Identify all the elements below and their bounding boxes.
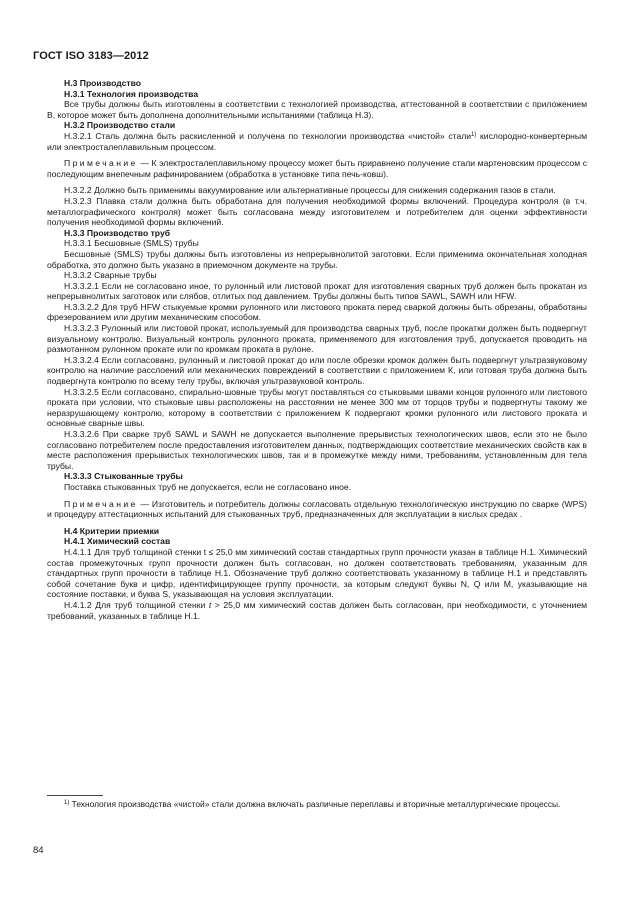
note-1 <box>47 158 587 179</box>
paragraph-h3324: Н.3.3.2.4 Если согласовано, рулонный и листовой прокат до или после обрезки кромок должен быть подвергнут ультразвуковому контролю на наличие расслоений или механических повреждений в соответствии с приложением К, или готовая труба должна быть подвергнута контролю по всему телу трубы, включая ультразвуковой контроль. <box>47 354 587 387</box>
note-2-text: — Изготовитель и потребитель должны согласовать отдельную технологическую инструкцию по сварке (WPS) и процедуру аттестационных испытаний для стыкованных труб, предназначенных для эксплуатации в кислых средах . <box>47 498 587 520</box>
paragraph-h321-text: Н.3.2.1 Сталь должна быть раскисленной и получена по технологии производства «чистой» стали <box>64 130 472 141</box>
paragraph-h3325: Н.3.3.2.5 Если согласовано, спирально-шовные трубы могут поставляться со стыковыми швами концов рулонного или листового проката при условии, что стыковые швы расположены на расстоянии не менее 300 мм от торцов трубы и подвергнуты такому же неразрушающему контролю, которому в соответствии с приложением К подвергают кромки рулонного или листового проката и основные сварные швы. <box>47 386 587 429</box>
section-heading-h333: Н.3.3.3 Стыкованные трубы <box>64 471 183 482</box>
section-heading-h33: Н.3.3 Производство труб <box>64 227 171 238</box>
footnote-body: Технология производства «чистой» стали должна включать различные переплавы и вторичные металлургические процессы. <box>69 799 561 809</box>
paragraph-h412-text-cont: > 25,0 мм химический состав должен быть согласован, при необходимости, с уточнением требований, указанных в таблице Н.1. <box>47 599 588 621</box>
paragraph-h3321: Н.3.3.2.1 Если не согласовано иное, то рулонный или листовой прокат для изготовления сварных труб должен быть прокатан из непрерывнолитых заготовок или слябов, отлитых под давлением. Трубы должны быть типов SAWL, SAWH или HFW. <box>47 280 587 302</box>
section-heading-h332: Н.3.3.2 Сварные трубы <box>64 270 157 281</box>
footnote-divider <box>47 795 103 796</box>
section-heading-h3: Н.3 Производство <box>64 78 142 88</box>
paragraph-h3326: Н.3.3.2.6 При сварке труб SAWL и SAWH не допускается выполнение прерывистых технологических швов, если это не было согласовано потребителем после предоставления изготовителем данных, подтверждающих соответствие механических свойств как в месте расположения прерывистых технологических швов, так и в промежутке между ними, требованиям, установленным для тела трубы. <box>47 429 587 471</box>
page-body <box>47 78 587 621</box>
paragraph-h3323: Н.3.3.2.3 Рулонный или листовой прокат, используемый для производства сварных труб, после прокатки должен быть подвергнут визуальному контролю. Визуальный контроль рулонного проката, применяемого для изготовления труб, допускается проводить на размотанном рулонном прокате или по кромкам проката в рулоне. <box>47 323 587 355</box>
note-2 <box>47 499 587 520</box>
footnote <box>47 799 587 809</box>
paragraph-h333: Поставка стыкованных труб не допускается, если не согласовано иное. <box>64 481 352 492</box>
paragraph-h412 <box>47 600 587 621</box>
section-heading-h331: Н.3.3.1 Бесшовные (SMLS) трубы <box>64 238 199 249</box>
footnote-text <box>47 799 587 809</box>
thickness-symbol: t <box>208 599 212 610</box>
section-heading-h32: Н.3.2 Производство стали <box>64 120 176 131</box>
paragraph-h321 <box>47 131 587 152</box>
paragraph-h3322: Н.3.3.2.2 Для труб HFW стыкуемые кромки рулонного или листового проката перед сваркой должны быть обрезаны, обработаны фрезерованием или другим механическим способом. <box>47 301 587 323</box>
section-heading-h31: Н.3.1 Технология производства <box>64 88 199 99</box>
paragraph-h331: Бесшовные (SMLS) трубы должны быть изготовлены из непрерывнолитой заготовки. Если применима окончательная холодная обработка, это должно быть указано в приемочном документе на трубы. <box>47 248 587 270</box>
paragraph-h322: Н.3.2.2 Должно быть применимы вакуумирование или альтернативные процессы для снижения содержания газов в стали. <box>64 185 556 196</box>
paragraph-h411: Н.4.1.1 Для труб толщиной стенки t ≤ 25,0 мм химический состав стандартных групп прочности указан в таблице Н.1. Химический состав промежуточных групп прочности должен быть согласован, но должен соответствовать требованиям, указанным для стандартных групп прочности в таблице Н.1. Обозначение труб должно соответствовать указанному в таблице Н.1 и представлять собой сочетание букв и цифр, идентифицирующее группу прочности, за которым следуют буквы N, Q или M, указывающие на состояние поставки, и буква S, указывающая на условия эксплуатации. <box>47 546 587 600</box>
section-heading-h4: Н.4 Критерии приемки <box>64 525 160 536</box>
page-number: 84 <box>33 845 44 856</box>
paragraph-h321-text-cont: кислородно-конвертерным или электросталеплавильным процессом. <box>47 130 587 152</box>
paragraph-h323: Н.3.2.3 Плавка стали должна быть обработана для получения необходимой формы включений. Процедура контроля (в т.ч. металлографического контроля) может быть согласована между изготовителем и потребителем для оценки эффективности получения необходимой формы включений. <box>47 195 587 228</box>
note-2-label: Примечание <box>64 498 138 509</box>
footnote-reference[interactable]: 1) <box>471 131 477 138</box>
note-1-text: — К электросталеплавильному процессу может быть приравнено получение стали мартеновским процессом с последующим внепечным рафинированием (обработка в установке типа печь-ковш). <box>47 158 587 179</box>
footnote-marker: 1) <box>64 800 70 806</box>
section-heading-h41: Н.4.1 Химический состав <box>64 536 171 547</box>
standard-header: ГОСТ ISO 3183—2012 <box>33 50 149 62</box>
paragraph-h31: Все трубы должны быть изготовлены в соответствии с технологией производства, аттестованной в соответствии с приложением В, которое может быть дополнена дополнительными испытаниями (таблица Н.3). <box>47 99 587 120</box>
paragraph-h412-text: Н.4.1.2 Для труб толщиной стенки <box>64 599 209 610</box>
note-1-label: Примечание <box>64 158 138 169</box>
